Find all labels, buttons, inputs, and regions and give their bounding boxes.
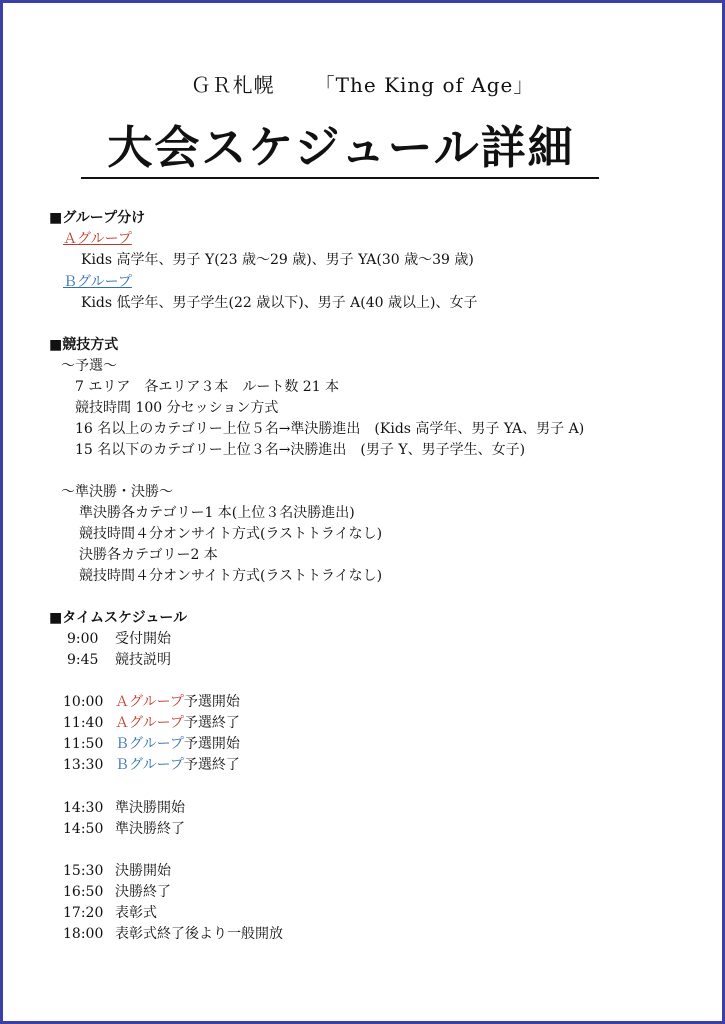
schedule-text: 決勝終了 bbox=[115, 884, 171, 900]
schedule-row bbox=[63, 820, 185, 838]
schedule-row bbox=[63, 904, 157, 922]
document-title: 大会スケジュール詳細 bbox=[107, 121, 575, 174]
qualifier-line: 16 名以上のカテゴリー上位５名→準決勝進出 (Kids 高学年、男子 YA、男子 A) bbox=[75, 421, 585, 437]
schedule-text: 予選開始 bbox=[183, 736, 240, 752]
schedule-group: Ａグループ bbox=[115, 694, 184, 710]
finals-line: 競技時間４分オンサイト方式(ラストトライなし) bbox=[79, 526, 383, 542]
schedule-time: 14:50 bbox=[63, 821, 104, 837]
schedule-text: 決勝開始 bbox=[115, 863, 171, 879]
title-underline bbox=[81, 177, 599, 179]
group-b-members: Kids 低学年、男子学生(22 歳以下)、男子 A(40 歳以上)、女子 bbox=[81, 295, 478, 311]
schedule-text: 準決勝終了 bbox=[115, 821, 185, 837]
schedule-row bbox=[67, 651, 171, 669]
schedule-text: 準決勝開始 bbox=[115, 800, 185, 816]
schedule-text: 予選終了 bbox=[183, 757, 240, 773]
schedule-time: 18:00 bbox=[63, 926, 104, 942]
schedule-time: 9:45 bbox=[67, 652, 99, 668]
schedule-time: 15:30 bbox=[63, 863, 104, 879]
schedule-text: 受付開始 bbox=[115, 631, 171, 647]
qualifier-line: 15 名以下のカテゴリー上位３名→決勝進出 (男子 Y、男子学生、女子) bbox=[75, 442, 526, 458]
schedule-section-heading: ■タイムスケジュール bbox=[49, 610, 188, 626]
schedule-time: 10:00 bbox=[63, 694, 104, 710]
schedule-text: 予選開始 bbox=[183, 694, 240, 710]
schedule-time: 14:30 bbox=[63, 800, 104, 816]
schedule-row bbox=[67, 630, 171, 648]
schedule-text: 予選終了 bbox=[183, 715, 240, 731]
schedule-text: 競技説明 bbox=[115, 652, 171, 668]
finals-line: 決勝各カテゴリー2 本 bbox=[79, 547, 218, 563]
schedule-group: Ｂグループ bbox=[115, 757, 184, 773]
event-name: 「The King of Age」 bbox=[314, 73, 535, 97]
schedule-text: 表彰式終了後より一般開放 bbox=[115, 926, 283, 942]
finals-line: 競技時間４分オンサイト方式(ラストトライなし) bbox=[79, 568, 383, 584]
group-a-members: Kids 高学年、男子 Y(23 歳～29 歳)、男子 YA(30 歳～39 歳) bbox=[81, 252, 474, 268]
schedule-time: 9:00 bbox=[67, 631, 99, 647]
schedule-row bbox=[63, 735, 240, 753]
schedule-time: 17:20 bbox=[63, 905, 104, 921]
group-a-label: Ａグループ bbox=[63, 231, 132, 247]
schedule-row bbox=[63, 756, 240, 774]
schedule-row bbox=[63, 693, 240, 711]
schedule-row bbox=[63, 883, 171, 901]
schedule-row bbox=[63, 714, 240, 732]
schedule-time: 16:50 bbox=[63, 884, 104, 900]
group-b-label: Ｂグループ bbox=[63, 274, 132, 290]
qualifier-line: 7 エリア 各エリア３本 ルート数 21 本 bbox=[75, 379, 340, 395]
schedule-text: 表彰式 bbox=[115, 905, 157, 921]
format-section-heading: ■競技方式 bbox=[49, 337, 119, 353]
schedule-group: Ａグループ bbox=[115, 715, 184, 731]
schedule-time: 11:50 bbox=[63, 736, 104, 752]
organizer-name: ＧＲ札幌 bbox=[190, 73, 275, 97]
document-header bbox=[3, 69, 722, 98]
schedule-time: 11:40 bbox=[63, 715, 104, 731]
schedule-time: 13:30 bbox=[63, 757, 104, 773]
qualifier-heading: ～予選～ bbox=[61, 358, 117, 374]
schedule-row bbox=[63, 925, 283, 943]
finals-heading: ～準決勝・決勝～ bbox=[61, 484, 173, 500]
schedule-group: Ｂグループ bbox=[115, 736, 184, 752]
group-section-heading: ■グループ分け bbox=[49, 210, 146, 226]
schedule-row bbox=[63, 862, 171, 880]
schedule-row bbox=[63, 799, 185, 817]
qualifier-line: 競技時間 100 分セッション方式 bbox=[75, 400, 279, 416]
finals-line: 準決勝各カテゴリー1 本(上位３名決勝進出) bbox=[79, 505, 355, 521]
